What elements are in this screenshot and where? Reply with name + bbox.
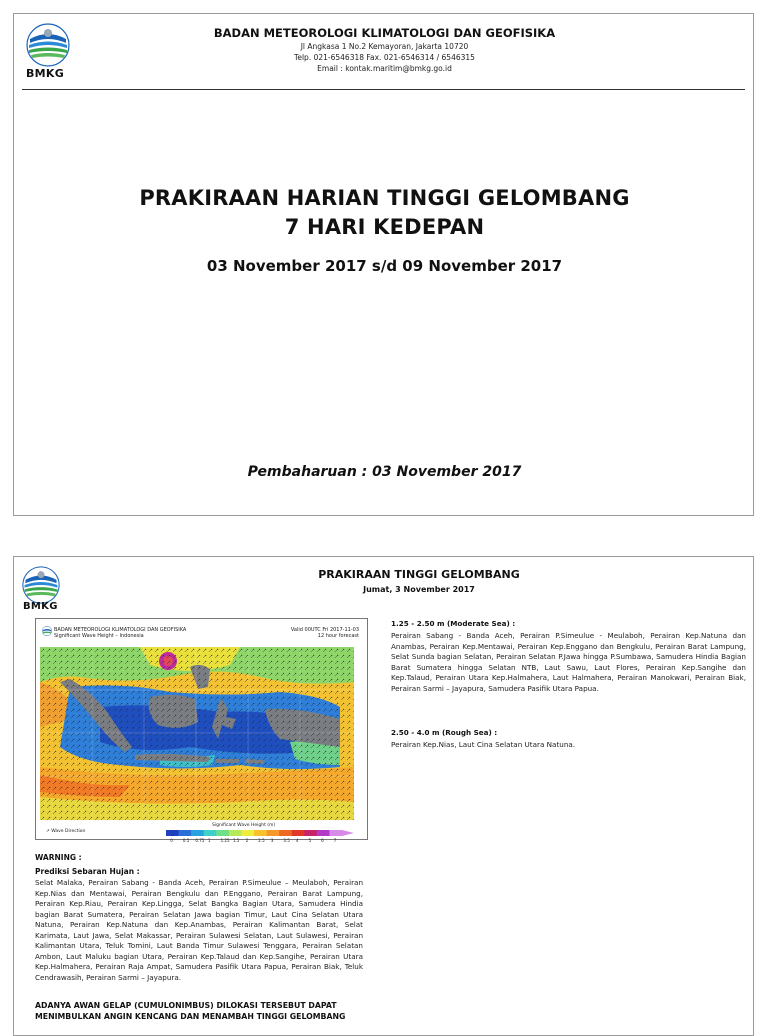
colorbar-extend-arrow [342, 830, 354, 836]
colorbar-swatch [304, 830, 317, 836]
main-title-line1: PRAKIRAAN HARIAN TINGGI GELOMBANG [139, 186, 630, 210]
colorbar-swatch [317, 830, 330, 836]
wave-direction-arrow-icon: ↗ [46, 829, 50, 834]
org-name: BADAN METEOROLOGI KLIMATOLOGI DAN GEOFISIKA [213, 26, 556, 40]
org-address: Jl Angkasa 1 No.2 Kemayoran, Jakarta 10720 [300, 42, 469, 51]
colorbar-label: 1.5 [233, 838, 240, 843]
moderate-sea-heading: 1.25 - 2.50 m (Moderate Sea) : [391, 619, 516, 628]
update-date: Pembaharuan : 03 November 2017 [247, 464, 522, 480]
colorbar-label: 5 [308, 838, 312, 843]
wave-map-image [40, 647, 354, 820]
colorbar-label: 3.5 [283, 838, 290, 843]
colorbar-swatch [292, 830, 305, 836]
date-range: 03 November 2017 s/d 09 November 2017 [206, 257, 563, 275]
cumulonimbus-warning-line2: MENIMBULKAN ANGIN KENCANG DAN MENAMBAH TINGGI GELOMBANG [35, 1012, 346, 1021]
colorbar-swatch [191, 830, 204, 836]
map-valid-time: Valid 00UTC Fri 2017-11-03 [290, 627, 359, 633]
colorbar-label: 6 [321, 838, 324, 843]
org-email: Email : kontak.maritim@bmkg.go.id [317, 64, 452, 73]
colorbar-swatch [216, 830, 229, 836]
colorbar-swatch [254, 830, 267, 836]
bmkg-emblem-icon [42, 626, 52, 636]
colorbar-label: 1 [208, 838, 211, 843]
bmkg-emblem-icon [22, 566, 60, 604]
colorbar-label: 1.25 [220, 838, 230, 843]
forecast-slide [13, 556, 754, 1036]
logo-text: BMKG [23, 601, 58, 612]
colorbar-swatch [279, 830, 292, 836]
cumulonimbus-warning [35, 1000, 395, 1022]
colorbar-label: 0.75 [195, 838, 205, 843]
colorbar-swatch [179, 830, 192, 836]
org-phone: Telp. 021-6546318 Fax. 021-6546314 / 6546315 [294, 53, 475, 62]
colorbar [166, 829, 354, 837]
rough-sea-areas: Perairan Kep.Nias, Laut Cina Selatan Utara Natuna. [391, 740, 576, 749]
rain-forecast-heading: Prediksi Sebaran Hujan : [35, 867, 140, 876]
cumulonimbus-warning-line1: ADANYA AWAN GELAP (CUMULONIMBUS) DILOKASI TERSEBUT DAPAT [35, 1001, 337, 1010]
bmkg-logo [22, 566, 60, 604]
colorbar-swatch [204, 830, 217, 836]
forecast-title: PRAKIRAAN TINGGI GELOMBANG [318, 568, 520, 581]
colorbar-swatch [267, 830, 280, 836]
colorbar-swatch [229, 830, 242, 836]
colorbar-label: 0 [170, 838, 173, 843]
colorbar-label: 2 [245, 838, 249, 843]
map-forecast-hour: 12 hour forecast [317, 633, 359, 639]
colorbar-label: 4 [296, 838, 299, 843]
cover-slide [13, 13, 754, 516]
rough-sea-heading: 2.50 - 4.0 m (Rough Sea) : [391, 728, 498, 737]
colorbar-swatch [241, 830, 254, 836]
colorbar-title: Significant Wave Height (m) [212, 823, 276, 828]
rain-forecast-areas: Selat Malaka, Perairan Sabang - Banda Aceh, Perairan P.Simeulue – Meulaboh, Perairan Kep.Nias dan Mentawai, Perairan Bengkulu dan P.Enggano, Perairan Barat Lampung, Perairan Kep.Riau, Perairan Kep.Lingga, Selat Bangka Bagian Utara, Samudera Hindia bagian Barat Sumatera, Perairan Selatan Jawa bagian Timur, Laut Cina Selatan Utara Natuna, Perairan Kep.Natuna dan Kep.Anambas, Perairan Kalimantan Barat, Selat Karimata, Laut Jawa, Selat Makassar, Perairan Sulawesi Selatan, Laut Sulawesi, Perairan Kalimantan Utara, Teluk Tomini, Laut Banda Timur Sulawesi Tenggara, Perairan Selatan Ambon, Laut Maluku bagian Utara, Perairan Kep.Talaud dan Kep.Sangihe, Perairan Utara Kep.Halmahera, Perairan Raja Ampat, Samudera Pasifik Utara Papua, Perairan Biak, Teluk Cendrawasih, Perairan Sarmi – Jayapura. [35, 878, 363, 982]
colorbar-label: 2.5 [258, 838, 265, 843]
colorbar-label: 0.5 [182, 838, 190, 843]
wave-height-map [35, 618, 368, 843]
colorbar-swatch [166, 830, 179, 836]
colorbar-label: 7 [333, 838, 337, 843]
moderate-sea-areas: Perairan Sabang - Banda Aceh, Perairan P.Simeulue - Meulaboh, Perairan Kep.Natuna dan Anambas, Perairan Kep.Mentawai, Perairan Kep.Enggano dan Bengkulu, Perairan Barat Lampung, Selat Sunda bagian Selatan, Perairan Selatan P.Jawa hingga P.Sumbawa, Samudera Hindia Bagian Barat Sumatera hingga Selatan NTB, Laut Sawu, Laut Flores, Perairan Kep.Sangihe dan Kep.Talaud, Perairan Utara Kep.Halmahera, Laut Halmahera, Perairan Manokwari, Perairan Biak, Perairan Sarmi – Jayapura, Samudera Pasifik Utara Papua. [391, 631, 746, 693]
wave-direction-legend: ↗ Wave Direction [46, 829, 86, 834]
colorbar-label: 3 [270, 838, 274, 843]
main-title-line2: 7 HARI KEDEPAN [284, 215, 485, 239]
warning-heading: WARNING : [35, 853, 82, 862]
header-divider [22, 89, 745, 90]
map-org: BADAN METEOROLOGI KLIMATOLOGI DAN GEOFISIKA [54, 627, 187, 633]
colorbar-swatch [329, 830, 342, 836]
map-subtitle: Significant Wave Height – Indonesia [54, 633, 144, 639]
forecast-date: Jumat, 3 November 2017 [363, 585, 475, 594]
logo-text: BMKG [26, 67, 65, 80]
